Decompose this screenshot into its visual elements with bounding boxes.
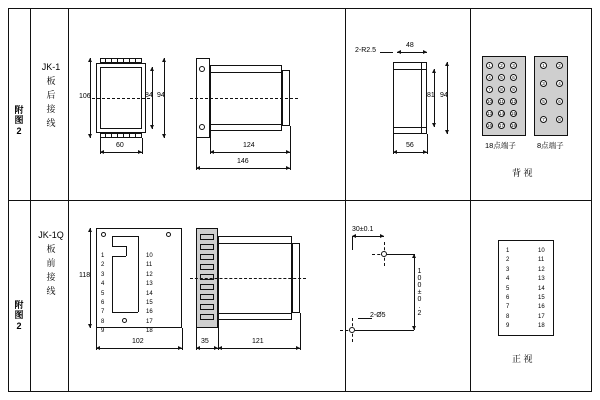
terminal-6[interactable]: 6 <box>510 74 517 81</box>
row1-title-model: JK-1 <box>41 62 61 72</box>
terminal-b5[interactable]: 5 <box>540 98 547 105</box>
dim-100-ext-top <box>387 254 414 255</box>
r2-left-pins <box>101 252 104 337</box>
dim-124-line <box>210 152 290 153</box>
bflange-tick-4 <box>123 133 124 138</box>
terminal-14[interactable]: 14 <box>499 111 505 116</box>
dim-121-arrow-left <box>218 346 222 350</box>
r2-term-3 <box>200 254 214 260</box>
dim-84-arrow-bottom <box>150 125 154 129</box>
row1-title <box>38 60 64 130</box>
row1-label-char-3: 2 <box>16 125 22 136</box>
pinbox-pin-15: 15 <box>538 295 545 302</box>
r2-right-pin-11: 11 <box>146 262 153 269</box>
terminal-b3[interactable]: 3 <box>540 80 547 87</box>
dim-56-text: 56 <box>406 142 414 149</box>
pinbox-pin-2: 2 <box>506 257 510 264</box>
terminal-8-caption: 8点端子 <box>537 141 564 150</box>
side-hole-top <box>199 66 205 72</box>
terminal-7[interactable]: 7 <box>486 86 493 93</box>
dim-94-arrow-bottom <box>162 134 166 138</box>
terminal-8[interactable]: 8 <box>498 86 505 93</box>
pinbox-pin-3: 3 <box>506 266 510 273</box>
dim-94-arrow-top <box>162 58 166 62</box>
r2-right-pin-10: 10 <box>146 253 153 259</box>
terminal-2[interactable]: 2 <box>498 62 505 69</box>
dim-84-text: 84 <box>145 92 153 99</box>
dim-35-ext-left <box>196 328 197 350</box>
terminal-5[interactable]: 5 <box>498 74 505 81</box>
dim-102-ext-left <box>96 328 97 350</box>
dim-56-line <box>393 152 427 153</box>
terminal-3[interactable]: 3 <box>510 62 517 69</box>
panel-radius-note: 2-R2.5 <box>355 47 377 54</box>
row1-sheet-label <box>10 105 28 136</box>
dim-81-arrow-top <box>432 69 436 73</box>
side-edge-bottom <box>210 124 282 125</box>
dim-60-line <box>100 152 142 153</box>
row2-sheet-label <box>10 300 28 331</box>
pinbox-pin-16: 16 <box>538 304 545 311</box>
pinbox-pin-11: 11 <box>538 257 545 264</box>
r2-right-pin-17: 17 <box>146 318 153 325</box>
row1-title-l5: 线 <box>46 118 56 128</box>
pinbox-pin-10: 10 <box>538 248 545 254</box>
r2-hole-tr <box>166 232 171 237</box>
dim-30-ext-left <box>352 236 353 250</box>
dim-35-text: 35 <box>201 338 209 345</box>
r2-term-4 <box>200 264 214 270</box>
row2-title-l3: 前 <box>46 258 56 268</box>
terminal-15[interactable]: 15 <box>511 111 517 116</box>
dim-106-text: 106 <box>79 93 91 100</box>
dim-100-line <box>414 254 415 330</box>
dim-102-text: 102 <box>132 338 144 345</box>
pinbox-left-col <box>506 247 509 332</box>
terminal-18-caption: 18点端子 <box>485 141 516 150</box>
r2-term-9 <box>200 314 214 320</box>
terminal-b8[interactable]: 8 <box>556 116 563 123</box>
pinbox-pin-9: 9 <box>506 323 510 330</box>
bflange-tick-6 <box>135 133 136 138</box>
terminal-17[interactable]: 17 <box>499 123 505 128</box>
r2-side-edge-bottom <box>218 313 292 314</box>
dim-121-ext-right <box>300 313 301 350</box>
pinbox-right-col <box>538 247 545 332</box>
r2-term-6 <box>200 284 214 290</box>
r2-notch-step <box>112 246 126 247</box>
row1-title-l2: 板 <box>46 76 56 86</box>
dim-118-arrow-bottom <box>88 324 92 328</box>
r2-left-pin-8: 8 <box>101 318 105 325</box>
dim-56-ext-right <box>427 134 428 154</box>
r2-notch-step-v <box>126 246 127 256</box>
r2-right-pin-13: 13 <box>146 281 153 288</box>
terminal-16[interactable]: 16 <box>487 123 493 128</box>
dim-121-line <box>218 348 300 349</box>
r2-left-pin-4: 4 <box>101 281 105 288</box>
dim-121-text: 121 <box>252 338 264 345</box>
dim-102-line <box>96 348 182 349</box>
dim-124-text: 124 <box>243 142 255 149</box>
r2-left-pin-5: 5 <box>101 290 105 297</box>
terminal-b4[interactable]: 4 <box>556 80 563 87</box>
terminal-18[interactable]: 18 <box>511 123 517 128</box>
panel-radius-leader <box>380 52 393 53</box>
terminal-block-8 <box>534 56 568 136</box>
pinbox-pin-17: 17 <box>538 313 545 320</box>
row2-label-char-1: 附 <box>14 300 24 310</box>
r2-inner-bottom <box>112 312 138 313</box>
dim-146-ext-left <box>196 138 197 170</box>
dim-81-arrow-bottom <box>432 123 436 127</box>
r2-term-1 <box>200 234 214 240</box>
row-divider <box>8 200 592 201</box>
panel-cut-right-edge <box>421 62 422 134</box>
dim-60-ext-right <box>142 138 143 154</box>
terminal-b7[interactable]: 7 <box>540 116 547 123</box>
r2-right-pins <box>146 252 153 337</box>
r2-notch-step2 <box>112 256 126 257</box>
side-hole-bottom <box>199 124 205 130</box>
dim-102-ext-right <box>182 328 183 350</box>
row1-title-l4: 接 <box>46 104 56 114</box>
dim-124-ext-left <box>210 131 211 154</box>
dim-48-arrow-left <box>397 50 401 54</box>
pinbox-pin-1: 1 <box>506 248 510 254</box>
r2-right-pin-16: 16 <box>146 309 153 316</box>
terminal-b1[interactable]: 1 <box>540 62 547 69</box>
dim-106-arrow-bottom <box>88 134 92 138</box>
pinbox-pin-5: 5 <box>506 285 510 292</box>
r2-inner-left <box>112 256 113 312</box>
dim-106-arrow-top <box>88 58 92 62</box>
r2-term-7 <box>200 294 214 300</box>
row2-title <box>36 228 66 298</box>
r2-term-5 <box>200 274 214 280</box>
dim-118-text: 118 <box>79 272 91 279</box>
r2-left-pin-1: 1 <box>101 253 105 259</box>
row1-title-l3: 后 <box>46 90 56 100</box>
r2-hole-b <box>122 318 127 323</box>
bflange-tick-1 <box>105 133 106 138</box>
r2-front-outline <box>96 228 182 328</box>
row1-label-char-2: 图 <box>14 115 24 126</box>
pinbox-pin-4: 4 <box>506 276 510 283</box>
row2-label-char-3: 2 <box>16 320 22 331</box>
row2-title-l5: 线 <box>46 286 56 296</box>
side-centerline <box>190 98 298 99</box>
row2-title-l2: 板 <box>46 244 56 254</box>
dim-146-ext-right <box>290 152 291 170</box>
r2-term-2 <box>200 244 214 250</box>
pinbox-pin-18: 18 <box>538 323 545 330</box>
r2-notch-top <box>112 236 138 237</box>
row2-label-char-2: 图 <box>14 310 24 321</box>
dim-56-ext-left <box>393 134 394 154</box>
r2-right-pin-12: 12 <box>146 271 153 278</box>
dim-100-text: 100±0.2 <box>416 268 423 317</box>
dim-30-arrow-right <box>380 234 384 238</box>
dim-146-line <box>196 168 290 169</box>
r2-left-pin-6: 6 <box>101 300 105 307</box>
r2-right-pin-18: 18 <box>146 328 153 335</box>
r2-inner-right <box>138 236 139 312</box>
terminal-4[interactable]: 4 <box>486 74 493 81</box>
pinbox-pin-13: 13 <box>538 276 545 283</box>
terminal-b2[interactable]: 2 <box>556 62 563 69</box>
dim-94b-arrow-bottom <box>445 130 449 134</box>
terminal-12[interactable]: 12 <box>511 99 517 104</box>
r2-left-pin-3: 3 <box>101 271 105 278</box>
dim-30-text: 30±0.1 <box>352 226 374 233</box>
side-edge-top <box>210 72 282 73</box>
row1-view-caption: 背 视 <box>512 168 533 178</box>
hole-note-text: 2-Ø5 <box>370 312 386 319</box>
bflange-tick-3 <box>117 133 118 138</box>
row2-view-caption: 正 视 <box>512 354 533 364</box>
pinbox-pin-7: 7 <box>506 304 510 311</box>
terminal-9[interactable]: 9 <box>510 86 517 93</box>
pinbox-pin-12: 12 <box>538 266 545 273</box>
dim-84-arrow-top <box>150 67 154 71</box>
row1-label-char-1: 附 <box>14 105 24 115</box>
row2-title-l4: 接 <box>46 272 56 282</box>
terminal-13[interactable]: 13 <box>487 111 493 116</box>
dim-60-text: 60 <box>116 142 124 149</box>
front-centerline <box>92 98 150 99</box>
bflange-tick-5 <box>129 133 130 138</box>
terminal-10[interactable]: 10 <box>487 99 493 104</box>
terminal-b6[interactable]: 6 <box>556 98 563 105</box>
dim-94b-text: 94 <box>440 92 448 99</box>
dim-48-text: 48 <box>406 42 414 49</box>
dim-146-text: 146 <box>237 158 249 165</box>
pinbox-pin-14: 14 <box>538 285 545 292</box>
dim-48-arrow-right <box>423 50 427 54</box>
dim-60-ext-left <box>100 138 101 154</box>
terminal-11[interactable]: 11 <box>499 99 504 104</box>
r2-left-pin-2: 2 <box>101 262 105 269</box>
dim-81-text: 81 <box>427 92 435 99</box>
r2-left-pin-7: 7 <box>101 309 105 316</box>
r2-right-pin-14: 14 <box>146 290 153 297</box>
row2-title-model: JK-1Q <box>38 230 64 240</box>
r2-hole-tl <box>101 232 106 237</box>
pinbox-pin-6: 6 <box>506 295 510 302</box>
r2-right-pin-15: 15 <box>146 300 153 307</box>
dim-94-text: 94 <box>157 92 165 99</box>
pinbox-pin-8: 8 <box>506 313 510 320</box>
r2-side-edge-top <box>218 243 292 244</box>
dim-94b-arrow-top <box>445 62 449 66</box>
r2-notch-left <box>112 236 113 246</box>
dim-124-ext-right <box>290 126 291 154</box>
r2-left-pin-9: 9 <box>101 328 105 335</box>
dim-118-arrow-top <box>88 228 92 232</box>
r2-term-8 <box>200 304 214 310</box>
bflange-tick-2 <box>111 133 112 138</box>
dim-100-ext-bottom <box>355 330 414 331</box>
terminal-1[interactable]: 1 <box>486 62 493 69</box>
